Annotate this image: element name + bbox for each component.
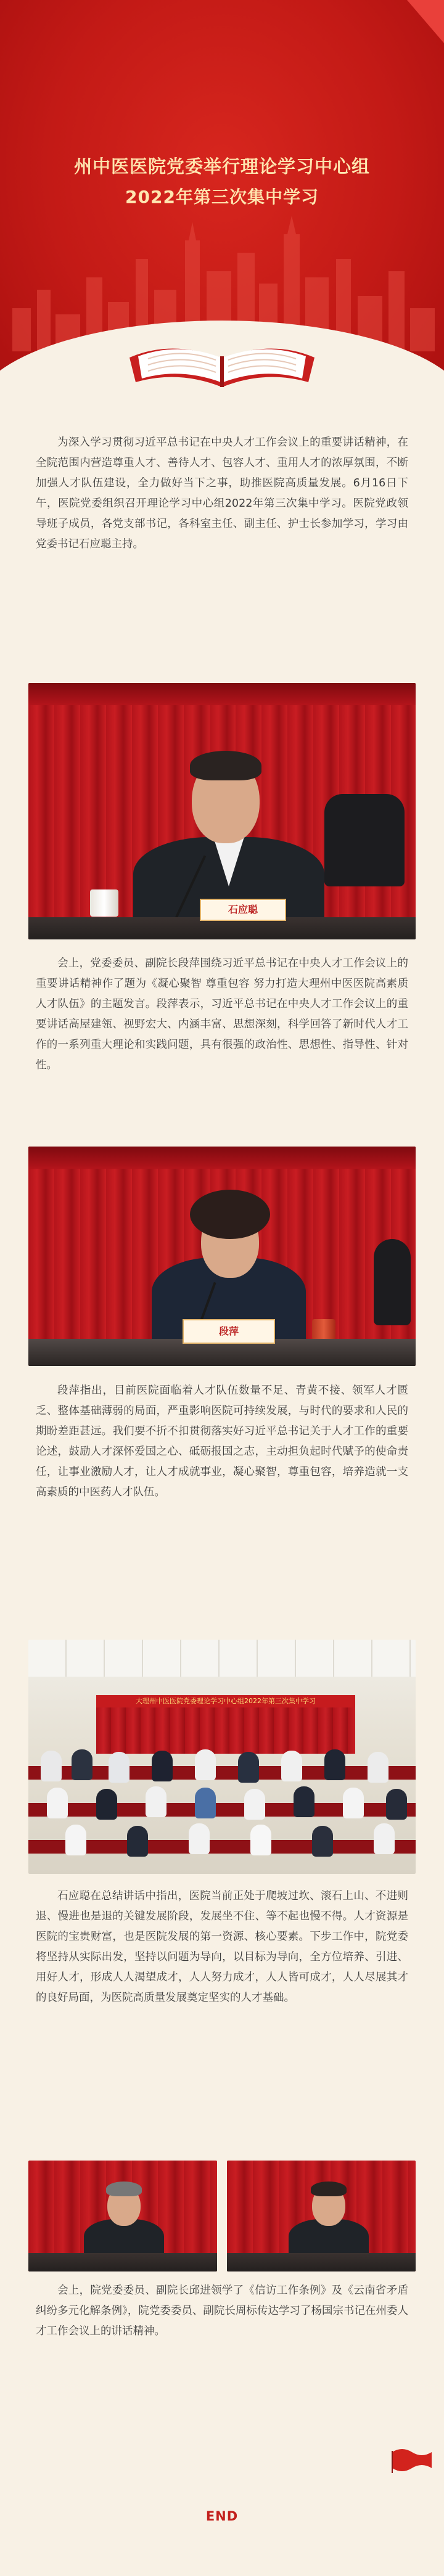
banner-title-line2: 2022年第三次集中学习 [125, 187, 319, 207]
photo-meeting-hall [28, 1640, 416, 1874]
photo-leader-reading-left [28, 2161, 217, 2271]
photo-party-secretary-speaking [28, 683, 416, 939]
analysis-paragraph: 段萍指出，目前医院面临着人才队伍数量不足、青黄不接、领军人才匮乏、整体基础薄弱的局面，严重影响医院可持续发展，与时代的要求和人民的期盼差距甚远。我们要不折不扣贯彻落实好习近平总书记关于人才工作的重要论述，鼓励人才深怀爱国之心、砥砺报国之志，主动担负起时代赋予的使命责任，让事业激励人才，让人才成就事业，凝心聚智，尊重包容，培养造就一支高素质的中医药人才队伍。 [36, 1384, 408, 1499]
nameplate-2: 段萍 [183, 1319, 275, 1344]
banner-title-line1: 州中医医院党委举行理论学习中心组 [73, 156, 370, 177]
end-marker: END [205, 2509, 239, 2524]
speech-paragraph: 会上，党委委员、副院长段萍围绕习近平总书记在中央人才工作会议上的重要讲话精神作了题为《凝心聚智 尊重包容 努力打造大理州中医医院高素质人才队伍》的主题发言。段萍表示，习近平总书记在中央人才工作会议上的重要讲话高屋建瓴、视野宏大、内涵丰富、思想深刻，科学回答了新时代人才工作的一系列重大理论和实践问题，具有很强的政治性、思想性、指导性、针对性。 [36, 957, 408, 1071]
summary-paragraph: 石应聪在总结讲话中指出，医院当前正处于爬坡过坎、滚石上山、不进则退、慢进也是退的关键发展阶段，发展坐不住、等不起也慢不得。人才资源是医院的宝贵财富，也是医院发展的第一资源、核心要素。下步工作中，院党委将坚持从实际出发，坚持以问题为导向，以目标为导向，全方位培养、引进、用好人才，形成人人渴望成才，人人努力成才，人人皆可成才，人人尽展其才的良好局面，为医院高质量发展奠定坚实的人才基础。 [36, 1890, 408, 2004]
open-book-icon [123, 321, 321, 395]
stage-banner-text: 大理州中医医院党委理论学习中心组2022年第三次集中学习 [96, 1695, 355, 1707]
nameplate: 石应聪 [200, 899, 286, 921]
intro-paragraph: 为深入学习贯彻习近平总书记在中央人才工作会议上的重要讲话精神，在全院范围内营造尊重人才、善待人才、包容人才、重用人才的浓厚氛围，不断加强人才队伍建设，全力做好当下之事，助推医院高质量发展。6月16日下午，医院党委组织召开理论学习中心组2022年第三次集中学习。医院党政领导班子成员，各党支部书记，各科室主任、副主任、护士长参加学习，学习由党委书记石应聪主持。 [36, 436, 408, 550]
cup [90, 889, 118, 917]
ribbon-corner [407, 0, 444, 43]
photo-leader-reading-right [227, 2161, 416, 2271]
flag-icon [390, 2446, 433, 2473]
cup-2 [312, 1319, 335, 1340]
stage-backdrop [96, 1695, 355, 1754]
closing-paragraph: 会上，院党委委员、副院长邱进领学了《信访工作条例》及《云南省矛盾纠纷多元化解条例》，院党委委员、副院长周标传达学习了杨国宗书记在州委人才工作会议上的讲话精神。 [36, 2284, 408, 2337]
photo-vice-president-speaking [28, 1147, 416, 1366]
